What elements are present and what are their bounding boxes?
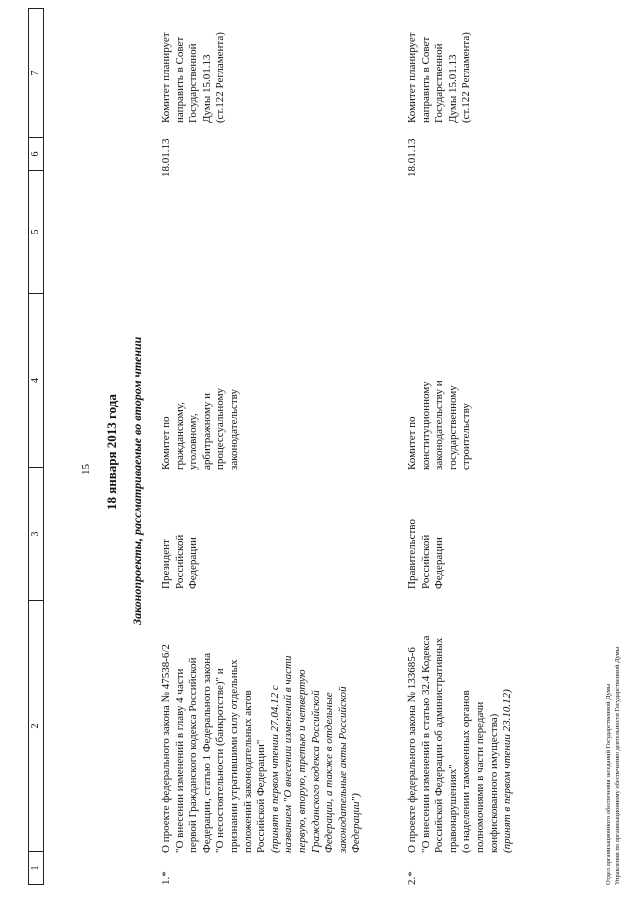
row-1-remark: Комитет планирует направить в Совет Государственной Думы 15.01.13 (ст.122 Регламента) — [160, 32, 227, 123]
date-heading: 18 января 2013 года — [104, 394, 119, 510]
column-number-2: 2 — [29, 600, 43, 851]
footer — [604, 647, 622, 885]
column-number-header — [28, 8, 44, 885]
page-number: 15 — [80, 464, 92, 475]
row-2-number: 2.* — [406, 871, 418, 885]
column-number-4: 4 — [29, 293, 43, 467]
row-1-description — [160, 603, 364, 853]
column-number-1: 1 — [29, 851, 43, 884]
row-1-note: (принят в первом чтении 27.04.12 с названием "О внесении изменений в части первую, вторую, третью и четвертую Гражданского кодекса Российской Федерации, а также в отдельные законодательные акты Российской Федерации") — [268, 655, 363, 853]
row-1-committee: Комитет по гражданскому, уголовному, арбитражному и процессуальному законодательству — [160, 387, 240, 470]
footer-line-2: Управления по организационному обеспечению деятельности Государственной Думы — [614, 646, 621, 885]
row-2-description — [406, 603, 515, 853]
column-number-7: 7 — [30, 70, 41, 76]
row-2-title: О проекте федерального закона № 133685-6 "О внесении изменений в статью 32.4 Кодекса Российской Федерации об административных правонарушениях" (о наделении таможенных органов полномочиями в части передачи конфискованного имущества) — [406, 635, 500, 853]
row-2-committee: Комитет по конституционному законодательству и государственному строительству — [406, 380, 473, 470]
column-number-3: 3 — [29, 467, 43, 600]
row-1-number: 1.* — [160, 871, 172, 885]
section-heading: Законопроекты, рассматриваемые во втором чтении — [130, 336, 144, 625]
column-number-5: 5 — [29, 170, 43, 293]
row-1-initiator: Президент Российской Федерации — [160, 534, 200, 589]
column-number-6: 6 — [29, 137, 43, 170]
row-1-title: О проекте федерального закона № 47538-6/2 "О внесении изменений в главу 4 части первой Гражданского кодекса Российской Федерации, статью 1 Федерального закона "О несостоятельности (банкротстве)" и признании утратившими силу отдельных положений законодательных актов Российской Федерации" — [160, 644, 268, 853]
footer-line-1: Отдел организационного обеспечения заседаний Государственной Думы — [605, 683, 612, 885]
row-2-note: (принят в первом чтении 23.10.12) — [501, 689, 514, 853]
row-2-remark: Комитет планирует направить в Совет Государственной Думы 15.01.13 (ст.122 Регламента) — [406, 32, 473, 123]
row-1-date: 18.01.13 — [160, 138, 172, 177]
row-2-date: 18.01.13 — [406, 138, 418, 177]
row-2-initiator: Правительство Российской Федерации — [406, 519, 446, 589]
